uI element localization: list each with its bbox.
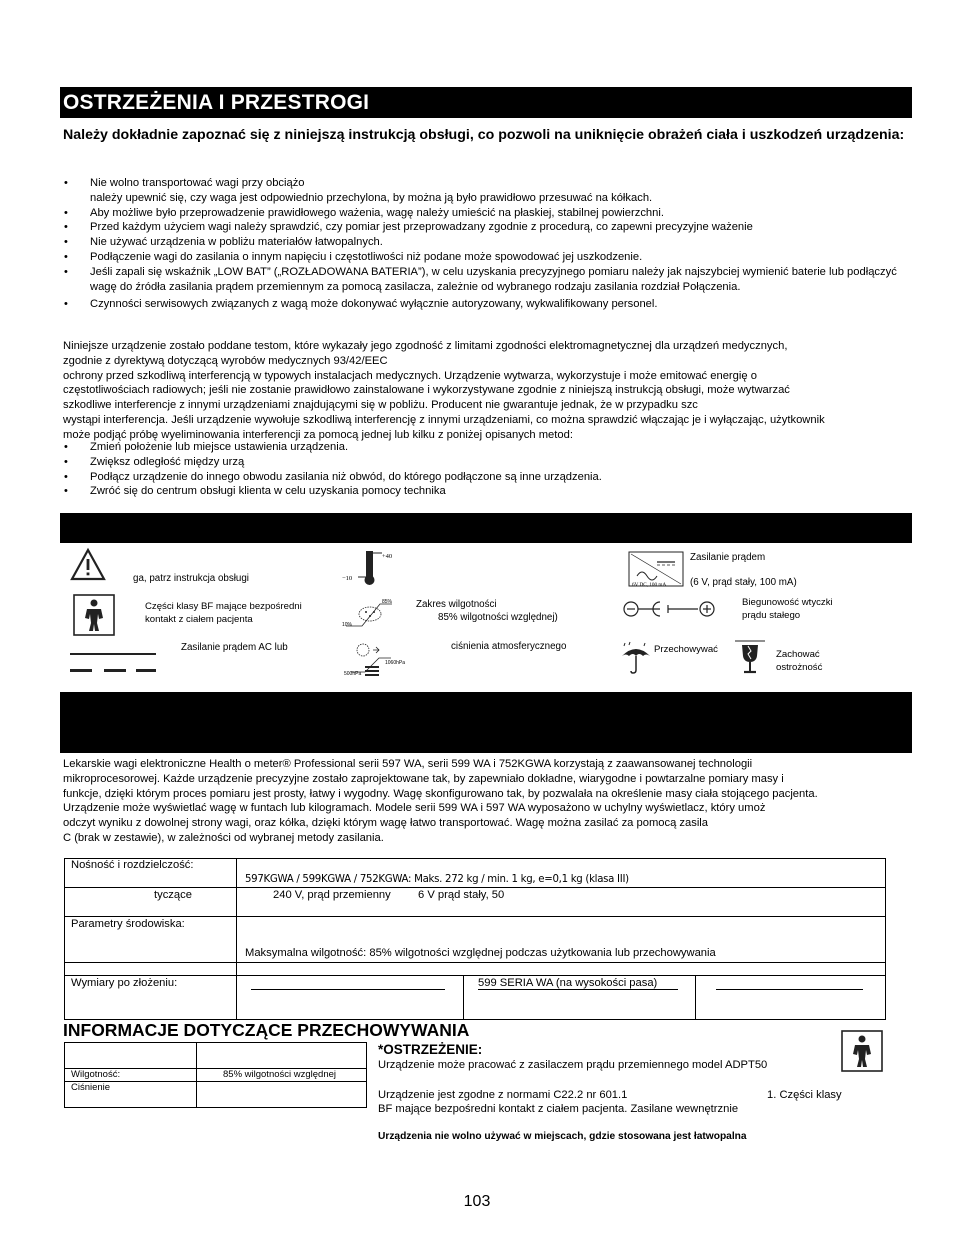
table-border <box>64 1107 367 1108</box>
page-number: 103 <box>463 1193 491 1210</box>
capacity-label: Nośność i rozdzielczość: <box>71 859 194 871</box>
dc-polarity-icon <box>620 598 718 620</box>
section-title-warnings: OSTRZEŻENIA I PRZESTROGI <box>60 87 912 118</box>
temp-low-label: −10 <box>342 575 353 582</box>
bf-applied-part-icon <box>72 593 116 637</box>
ac-dc-power-icon <box>68 648 160 678</box>
emc-line: Niniejsze urządzenie zostało poddane testom, które wykazały jego zgodność z limitami zgodności elektromagnetycznej dla urządzeń medycznych, <box>63 340 788 352</box>
emc-line: szkodliwe interferencje z innymi urządzeniami znajdującymi się w pobliżu. Producent nie gwarantuje jednak, że w przypadku szc <box>63 399 698 412</box>
list-item-continuation <box>63 191 908 206</box>
table-border <box>463 975 464 1020</box>
table-underline <box>716 989 863 990</box>
list-item: • Nie używać urządzenia w pobliżu materiałów łatwopalnych. <box>63 235 908 250</box>
power-label: Zasilanie prądem <box>690 552 766 563</box>
humidity-label-line2: 85% wilgotności względnej) <box>438 612 558 623</box>
description-paragraph <box>63 757 913 846</box>
warnings-list <box>63 176 908 312</box>
humidity-high-label: 85% <box>382 599 393 605</box>
humidity-label-line1: Zakres wilgotności <box>416 599 497 610</box>
warning-line: Urządzenie może pracować z zasilaczem prądu przemiennego model ADPT50 <box>378 1059 768 1071</box>
list-item: • Aby możliwe było przeprowadzenie prawidłowego ważenia, wagę należy umieścić na płaskiej, stabilnej powierzchni. <box>63 206 908 221</box>
table-border <box>64 1042 367 1043</box>
storage-pressure-label: Ciśnienie <box>71 1082 111 1093</box>
warning-line: Urządzenie jest zgodne z normami C22.2 nr 601.1 <box>378 1089 628 1101</box>
dimensions-599: 599 SERIA WA (na wysokości pasa) <box>478 977 658 989</box>
care-label-line2: ostrożność <box>776 662 823 673</box>
polarity-label-line1: Biegunowość wtyczki <box>742 597 833 608</box>
description-line: C (brak w zestawie), w zależności od wybranej metody zasilania. <box>63 831 384 844</box>
description-line: odczyt wyniku z dowolnej strony wagi, oraz kółka, dzięki którym wagę łatwo transportować. Wagę można zasilać za pomocą zasila <box>63 817 709 830</box>
list-item: • Podłącz urządzenie do innego obwodu zasilania niż obwód, do którego podłączone są inne urządzenia. <box>63 470 908 485</box>
humidity-low-label: 10% <box>342 622 353 628</box>
list-item: • Jeśli zapali się wskaźnik „LOW BAT” („ROZŁADOWANA BATERIA”), w celu uzyskania precyzyjnego pomiaru należy jak najszybciej wymienić baterie lub podłączyć wagę do źródła zasilania prądem przemiennym za pomocą zasilacza, zależnie od wybranego rodzaju zasilania rozdział Połączenia. <box>63 265 908 295</box>
environment-label: Parametry środowiska: <box>71 918 185 930</box>
description-line: Urządzenie może wyświetlać wagę w funtach lub kilogramach. Modele serii 599 WA i 597 WA wyposażono w uchylny wyświetlacz, który umoż <box>63 802 766 815</box>
storage-humidity-value: 85% wilgotności względnej <box>223 1069 337 1080</box>
emc-line: częstotliwościach radiowych; jeśli nie zostanie prawidłowo zainstalowane i wykorzystywane zgodnie z niniejszą instrukcją obsługi, może wytwarzać <box>63 384 790 397</box>
emc-line: może podjąć próbę wyeliminowania interferencji za pomocą jednej lub kilku z poniżej opisanych metod: <box>63 428 573 441</box>
pressure-low-label: 500hPa <box>344 671 362 677</box>
warning-title: *OSTRZEŻENIE: <box>378 1042 483 1057</box>
table-underline <box>251 989 445 990</box>
description-header-bar <box>60 692 912 753</box>
table-border <box>64 887 886 888</box>
storage-heading: INFORMACJE DOTYCZĄCE PRZECHOWYWANIA <box>63 1020 470 1040</box>
capacity-value: 597KGWA / 599KGWA / 752KGWA: Maks. 272 kg / min. 1 kg, e=0,1 kg (klasa III) <box>245 874 629 885</box>
warning-triangle-icon <box>70 547 106 583</box>
description-line: funkcje, dzięki którym proces pomiaru jest prosty, łatwy i wygodny. Wagę skonfigurowano tak, by pozwalała na określenie masy ciała stojącego pacjenta. <box>63 787 818 800</box>
store-label: Przechowywać <box>654 644 718 655</box>
temp-high-label: +40 <box>382 553 393 560</box>
environment-value: Maksymalna wilgotność: 85% wilgotności względnej podczas użytkowania lub przechowywania <box>245 947 716 959</box>
emc-paragraph <box>63 339 913 443</box>
table-border <box>64 962 886 963</box>
list-item: • Nie wolno transportować wagi przy obciążo <box>63 176 908 191</box>
fragile-glass-icon <box>735 640 765 678</box>
power-ac-value: 240 V, prąd przemienny <box>273 889 391 901</box>
power-detail: (6 V, prąd stały, 100 mA) <box>690 577 797 588</box>
emc-line: wystąpi interferencja. Jeśli urządzenie wywołuje szkodliwą interferencję z innymi urządzeniami, co można sprawdzić włączając je i wyłączając, użytkownik <box>63 413 825 426</box>
table-border <box>64 1042 65 1108</box>
table-border <box>695 975 696 1020</box>
emc-methods-list <box>63 440 908 499</box>
warning-line: BF mające bezpośredni kontakt z ciałem pacjenta. Zasilane wewnętrznie <box>378 1103 739 1115</box>
table-border <box>885 858 886 1020</box>
polarity-label-line2: prądu stałego <box>742 610 801 621</box>
warnings-intro: Należy dokładnie zapoznać się z niniejszą instrukcją obsługi, co pozwoli na uniknięcie obrażeń ciała i uszkodzeń urządzenia: <box>63 127 905 143</box>
table-border <box>64 858 65 1020</box>
table-border <box>64 975 886 976</box>
description-line: mikroprocesorowej. Każde urządzenie precyzyjne zostało zaprojektowane tak, by zapewniało dokładne, wiarygodne i powtarzalne pomiary masy i <box>63 772 784 785</box>
symbols-header-bar <box>60 513 912 543</box>
table-border <box>236 858 237 1020</box>
bf-applied-part-icon <box>840 1029 884 1073</box>
warning-line: 1. Części klasy <box>767 1089 842 1101</box>
description-line: Lekarskie wagi elektroniczne Health o meter® Professional serii 597 WA, serii 599 WA i 752KGWA korzystają z zaawansowanej technologii <box>63 758 753 770</box>
storage-humidity-label: Wilgotność: <box>71 1069 121 1080</box>
list-item: • Podłączenie wagi do zasilania o innym napięciu i częstotliwości niż podane może spowodować jej uszkodzenie. <box>63 250 908 265</box>
pressure-high-label: 1060hPa <box>385 660 406 666</box>
list-item: • Czynności serwisowych związanych z wagą może dokonywać wyłącznie autoryzowany, wykwalifikowany personel. <box>63 297 908 312</box>
caution-label: ga, patrz instrukcja obsługi <box>133 573 249 584</box>
bf-label-line2: kontakt z ciałem pacjenta <box>145 614 253 625</box>
power-dc-value: 6 V prąd stały, 50 <box>418 889 505 901</box>
emc-line: zgodnie z dyrektywą dotyczącą wyrobów medycznych 93/42/EEC <box>63 354 388 367</box>
table-underline <box>478 989 678 990</box>
ac-label: Zasilanie prądem AC lub <box>181 642 288 653</box>
power-row-label: tyczące <box>154 889 192 901</box>
list-item-text: należy upewnić się, czy waga jest odpowiednio przechylona, by można ją było prawidłowo przesuwać na kółkach. <box>90 191 653 204</box>
warning-line-bold: Urządzenia nie wolno używać w miejscach, gdzie stosowana jest łatwopalna <box>378 1131 747 1142</box>
list-item: • Zmień położenie lub miejsce ustawienia urządzenia. <box>63 440 908 455</box>
list-item: • Przed każdym użyciem wagi należy sprawdzić, czy pomiar jest przeprowadzany zgodnie z procedurą, co zapewni precyzyjne ważenie <box>63 220 908 235</box>
bf-label-line1: Części klasy BF mające bezpośredni <box>145 601 302 612</box>
table-border <box>196 1042 197 1108</box>
list-item: • Zwiększ odległość między urzą <box>63 455 908 470</box>
emc-line: ochrony przed szkodliwą interferencją w typowych instalacjach medycznych. Urządzenie wytwarza, wykorzystuje i może emitować energię o <box>63 369 757 382</box>
table-border <box>64 916 886 917</box>
umbrella-icon <box>619 640 653 676</box>
dimensions-label: Wymiary po złożeniu: <box>71 977 178 989</box>
table-border <box>366 1042 367 1108</box>
care-label-line1: Zachować <box>776 649 820 660</box>
list-item: • Zwróć się do centrum obsługi klienta w celu uzyskania pomocy technika <box>63 484 908 499</box>
pressure-label: ciśnienia atmosferycznego <box>451 641 567 652</box>
adapter-caption: 6V DC, 100 mA <box>632 582 667 588</box>
